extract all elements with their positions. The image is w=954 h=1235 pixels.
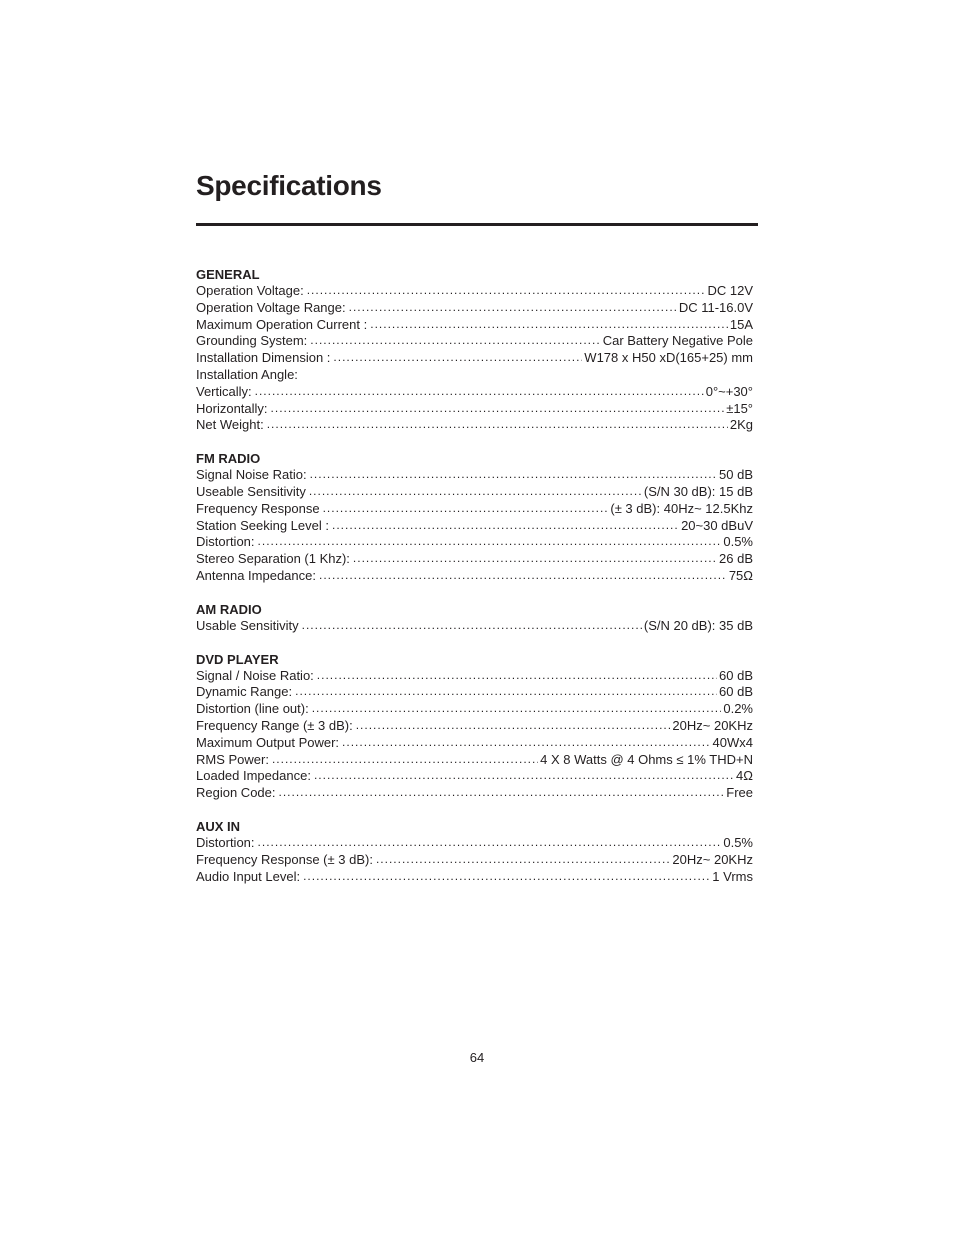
dot-leader	[332, 517, 679, 534]
spec-label: Frequency Range (± 3 dB):	[196, 717, 353, 733]
spec-row	[196, 283, 753, 300]
section-heading: DVD PLAYER	[196, 651, 279, 667]
spec-row	[196, 735, 753, 752]
spec-value: 20Hz~ 20KHz	[672, 717, 753, 733]
spec-row	[196, 668, 753, 685]
spec-label: Maximum Output Power:	[196, 734, 340, 750]
section-heading: GENERAL	[196, 267, 260, 282]
spec-row	[196, 534, 753, 551]
spec-value: DC 11-16.0V	[678, 299, 753, 315]
spec-label: Region Code:	[196, 785, 276, 801]
dot-leader	[258, 533, 722, 550]
spec-row	[196, 618, 753, 635]
spec-label: Loaded Impedance:	[196, 768, 311, 784]
section-heading: AM RADIO	[196, 601, 262, 617]
spec-label: Vertically:	[196, 383, 252, 399]
dot-leader	[312, 700, 722, 717]
section-dvd-player	[196, 651, 753, 802]
spec-label: Antenna Impedance:	[196, 567, 316, 583]
spec-row	[196, 417, 753, 434]
spec-row	[196, 333, 753, 350]
spec-value: DC 12V	[707, 283, 753, 298]
spec-label: Distortion:	[196, 834, 255, 850]
dot-leader	[356, 717, 671, 734]
spec-row	[196, 484, 753, 501]
dot-leader	[353, 550, 717, 567]
spec-value: 26 dB	[719, 551, 753, 567]
spec-value: 0°~+30°	[705, 383, 753, 399]
dot-leader	[317, 667, 717, 684]
dot-leader	[323, 500, 609, 517]
spec-label: Net Weight:	[196, 417, 264, 433]
spec-row	[196, 568, 753, 585]
spec-value: 0.5%	[723, 834, 753, 850]
section-aux-in	[196, 818, 753, 885]
dot-leader	[310, 466, 717, 483]
spec-value: Free	[726, 785, 753, 801]
spec-row	[196, 467, 753, 484]
specifications-list	[196, 266, 753, 901]
spec-row	[196, 684, 753, 701]
spec-label: Operation Voltage Range:	[196, 299, 346, 315]
spec-label: Installation Angle:	[196, 366, 298, 382]
dot-leader	[310, 332, 600, 349]
spec-row	[196, 518, 753, 535]
spec-label: Signal / Noise Ratio:	[196, 667, 314, 683]
spec-value: 60 dB	[719, 667, 753, 683]
spec-value: Car Battery Negative Pole	[602, 333, 753, 349]
spec-value: 40Wx4	[712, 734, 753, 750]
dot-leader	[302, 617, 642, 634]
spec-row	[196, 752, 753, 769]
dot-leader	[295, 683, 717, 700]
spec-label: Distortion (line out):	[196, 701, 309, 717]
spec-label: Dynamic Range:	[196, 684, 293, 700]
dot-leader	[255, 383, 704, 400]
dot-leader	[272, 751, 538, 768]
spec-value: 4Ω	[736, 768, 753, 784]
page-number: 64	[469, 1050, 485, 1065]
spec-label: RMS Power:	[196, 751, 269, 767]
spec-label: Horizontally:	[196, 400, 268, 416]
section-heading: AUX IN	[196, 818, 241, 834]
title-divider	[196, 223, 758, 226]
spec-value: 1 Vrms	[712, 868, 753, 884]
dot-leader	[267, 416, 728, 433]
page-title: Specifications	[196, 170, 382, 201]
spec-value: 4 X 8 Watts @ 4 Ohms ≤ 1% THD+N	[540, 751, 753, 767]
spec-value: (S/N 20 dB): 35 dB	[643, 617, 753, 633]
spec-label: Useable Sensitivity	[196, 483, 306, 499]
dot-leader	[376, 851, 670, 868]
section-heading: FM RADIO	[196, 451, 261, 467]
spec-row	[196, 401, 753, 418]
spec-value: 2Kg	[729, 417, 753, 433]
spec-value: 20~30 dBuV	[681, 517, 753, 533]
spec-value: (± 3 dB): 40Hz~ 12.5Khz	[610, 500, 753, 516]
dot-leader	[303, 868, 710, 885]
dot-leader	[349, 299, 677, 316]
spec-row	[196, 300, 753, 317]
dot-leader	[342, 734, 710, 751]
dot-leader	[279, 784, 725, 801]
spec-row	[196, 852, 753, 869]
spec-label: Signal Noise Ratio:	[196, 467, 307, 483]
spec-value: W178 x H50 xD(165+25) mm	[584, 350, 753, 366]
spec-value: 15A	[729, 316, 753, 332]
spec-value: (S/N 30 dB): 15 dB	[643, 483, 753, 499]
spec-row	[196, 317, 753, 334]
spec-label: Audio Input Level:	[196, 868, 301, 884]
spec-label: Operation Voltage:	[196, 283, 304, 298]
spec-label: Frequency Response (± 3 dB):	[196, 851, 373, 867]
section-am-radio	[196, 601, 753, 635]
dot-leader	[370, 316, 728, 333]
spec-label: Grounding System:	[196, 333, 308, 349]
spec-label: Installation Dimension :	[196, 350, 331, 366]
spec-value: 20Hz~ 20KHz	[672, 851, 753, 867]
spec-label: Usable Sensitivity	[196, 617, 299, 633]
dot-leader	[319, 567, 727, 584]
spec-row	[196, 869, 753, 886]
spec-row	[196, 768, 753, 785]
spec-row	[196, 501, 753, 518]
spec-row	[196, 384, 753, 401]
spec-row	[196, 785, 753, 802]
dot-leader	[309, 483, 642, 500]
spec-value: 60 dB	[719, 684, 753, 700]
spec-row	[196, 718, 753, 735]
spec-value: 75Ω	[728, 567, 753, 583]
spec-label: Stereo Separation (1 Khz):	[196, 551, 350, 567]
spec-label: Distortion:	[196, 534, 255, 550]
dot-leader	[314, 767, 734, 784]
spec-row	[196, 835, 753, 852]
dot-leader	[271, 400, 725, 417]
spec-row	[196, 350, 753, 367]
spec-row	[196, 367, 753, 384]
spec-row	[196, 701, 753, 718]
spec-value: 0.5%	[723, 534, 753, 550]
dot-leader	[258, 834, 722, 851]
spec-value: ±15°	[726, 400, 753, 416]
spec-label: Station Seeking Level :	[196, 517, 329, 533]
dot-leader	[307, 282, 706, 299]
spec-value: 50 dB	[719, 467, 753, 483]
spec-label: Maximum Operation Current :	[196, 316, 368, 332]
dot-leader	[333, 349, 582, 366]
section-general	[196, 266, 753, 434]
spec-row	[196, 551, 753, 568]
spec-value: 0.2%	[723, 701, 753, 717]
section-fm-radio	[196, 450, 753, 585]
spec-label: Frequency Response	[196, 500, 320, 516]
